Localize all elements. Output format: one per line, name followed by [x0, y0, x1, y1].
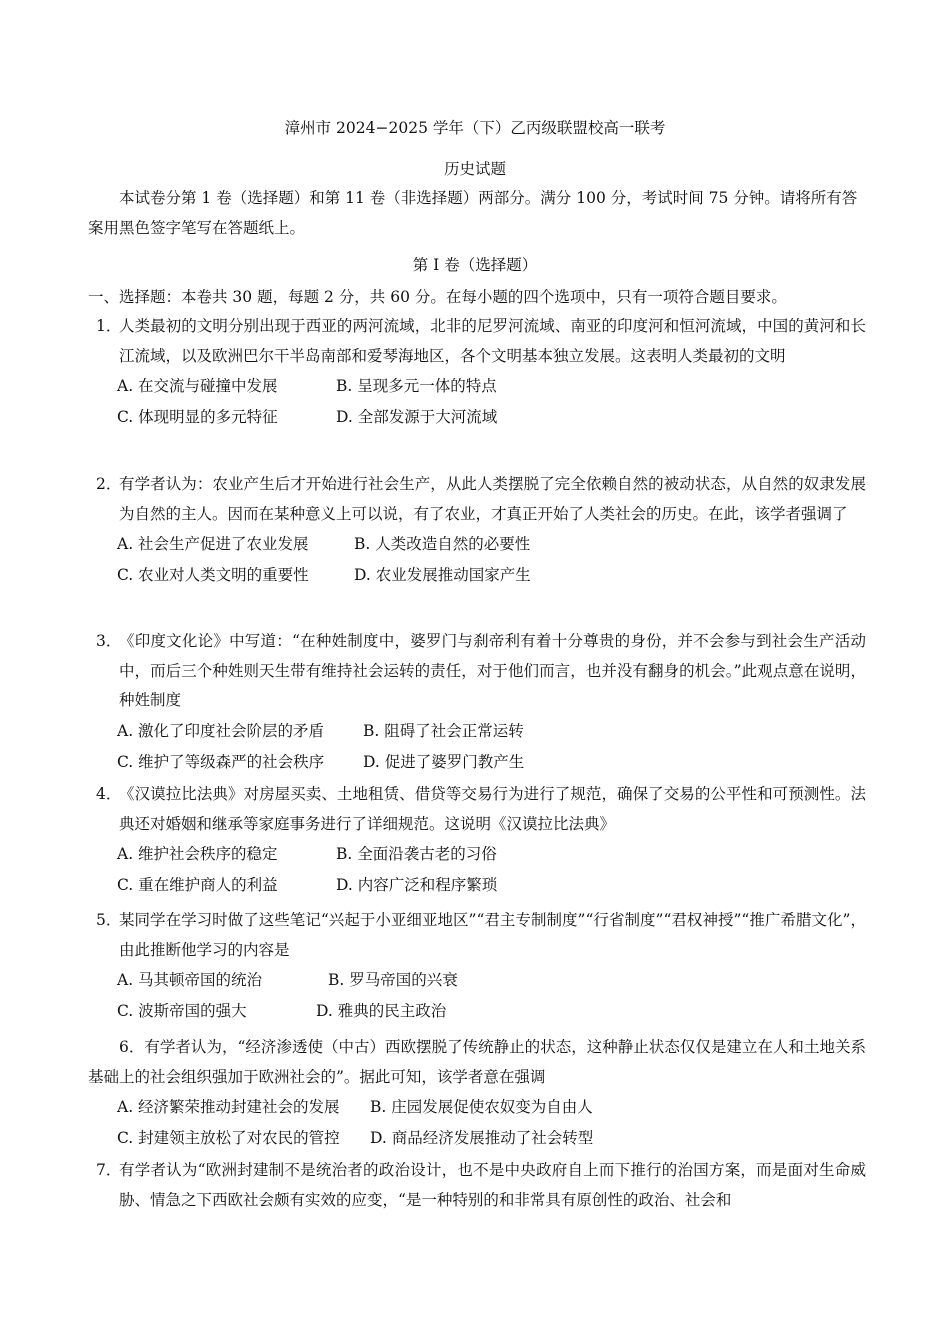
question-7: [88, 1156, 866, 1215]
question-5: [88, 906, 866, 1027]
option-d[interactable]: D. 农业发展推动国家产生: [354, 566, 531, 584]
question-text: 《汉谟拉比法典》对房屋买卖、土地租赁、借贷等交易行为进行了规范，确保了交易的公平性和可预测性。法典还对婚姻和继承等家庭事务进行了详细规范。这说明《汉谟拉比法典》: [119, 785, 866, 833]
option-a[interactable]: A. 经济繁荣推动封建社会的发展: [117, 1098, 340, 1116]
section-heading: 一、选择题：本卷共 30 题，每题 2 分，共 60 分。在每小题的四个选项中，只有一项符合题目要求。: [88, 288, 787, 306]
question-text: 6．有学者认为，“经济渗透使（中古）西欧摆脱了传统静止的状态，这种静止状态仅仅是建立在人和土地关系基础上的社会组织强加于欧洲社会的”。据此可知，该学者意在强调: [88, 1038, 866, 1086]
question-1: [88, 312, 866, 433]
option-d[interactable]: D. 促进了婆罗门教产生: [363, 752, 525, 771]
question-number: 7．: [96, 1161, 122, 1179]
option-c[interactable]: C. 波斯帝国的强大: [117, 1002, 247, 1020]
question-text: 有学者认为：农业产生后才开始进行社会生产，从此人类摆脱了完全依赖自然的被动状态，从自然的奴隶发展为自然的主人。因而在某种意义上可以说，有了农业，才真正开始了人类社会的历史。在此，该学者强调了: [119, 475, 866, 523]
question-6: [88, 1033, 866, 1154]
question-3: [88, 627, 866, 778]
question-stem: [88, 780, 866, 839]
question-text: 某同学在学习时做了这些笔记“兴起于小亚细亚地区”“君主专制制度”“行省制度”“君权神授”“推广希腊文化”，由此推断他学习的内容是: [119, 911, 866, 959]
question-2: [88, 470, 866, 591]
subject-title: 历史试题: [443, 160, 506, 178]
question-text: 人类最初的文明分别出现于西亚的两河流域，北非的尼罗河流域、南亚的印度河和恒河流域，中国的黄河和长江流域，以及欧洲巴尔干半岛南部和爱琴海地区，各个文明基本独立发展。这表明人类最初的文明: [119, 317, 866, 365]
option-d[interactable]: D. 雅典的民主政治: [316, 1002, 447, 1020]
option-c[interactable]: C. 维护了等级森严的社会秩序: [117, 752, 325, 771]
option-a[interactable]: A. 激化了印度社会阶层的矛盾: [117, 721, 325, 740]
option-a[interactable]: A. 在交流与碰撞中发展: [117, 377, 278, 395]
options: [117, 1092, 866, 1154]
option-b[interactable]: B. 人类改造自然的必要性: [354, 535, 531, 553]
option-d[interactable]: D. 内容广泛和程序繁琐: [336, 876, 498, 894]
options: [117, 371, 866, 433]
option-d[interactable]: D. 全部发源于大河流域: [336, 408, 498, 426]
option-b[interactable]: B. 罗马帝国的兴衰: [328, 971, 458, 989]
question-text: 《印度文化论》中写道：“在种姓制度中，婆罗门与刹帝利有着十分尊贵的身份，并不会参与到社会生产活动中，而后三个种姓则天生带有维持社会运转的责任，对于他们而言，也并没有翻身的机会。”此观点意在说明，种姓制度: [119, 632, 866, 709]
option-b[interactable]: B. 呈现多元一体的特点: [336, 377, 497, 395]
exam-instructions: 本试卷分第 1 卷（选择题）和第 11 卷（非选择题）两部分。满分 100 分，考试时间 75 分钟。请将所有答案用黑色签字笔写在答题纸上。: [88, 189, 858, 237]
question-stem: [88, 470, 866, 529]
options: [117, 839, 866, 901]
question-stem: [88, 627, 866, 716]
question-4: [88, 780, 866, 901]
question-stem: [88, 312, 866, 371]
question-number: 4．: [96, 785, 122, 803]
question-stem: [88, 1156, 866, 1215]
option-b[interactable]: B. 阻碍了社会正常运转: [363, 721, 524, 740]
option-a[interactable]: A. 维护社会秩序的稳定: [117, 845, 278, 863]
options: [117, 529, 866, 591]
part-heading: 第 I 卷（选择题）: [412, 256, 538, 274]
option-a[interactable]: A. 马其顿帝国的统治: [117, 971, 263, 989]
question-number: 3．: [96, 632, 122, 650]
question-number: 2．: [96, 475, 122, 493]
option-b[interactable]: B. 庄园发展促使农奴变为自由人: [370, 1098, 593, 1116]
option-d[interactable]: D. 商品经济发展推动了社会转型: [370, 1129, 594, 1147]
option-c[interactable]: C. 重在维护商人的利益: [117, 876, 278, 894]
options: [117, 716, 866, 778]
question-stem: [88, 906, 866, 965]
exam-title: 漳州市 2024−2025 学年（下）乙丙级联盟校高一联考: [284, 119, 666, 137]
option-a[interactable]: A. 社会生产促进了农业发展: [117, 535, 309, 553]
question-number: 5．: [96, 911, 122, 929]
option-b[interactable]: B. 全面沿袭古老的习俗: [336, 845, 497, 863]
option-c[interactable]: C. 农业对人类文明的重要性: [117, 566, 309, 584]
question-number: 1．: [96, 317, 122, 335]
question-text: 有学者认为“欧洲封建制不是统治者的政治设计，也不是中央政府自上而下推行的治国方案，而是面对生命威胁、情急之下西欧社会颇有实效的应变，“是一种特别的和非常具有原创性的政治、社会和: [119, 1161, 866, 1209]
options: [117, 965, 866, 1027]
question-stem: [88, 1033, 866, 1092]
option-c[interactable]: C. 封建领主放松了对农民的管控: [117, 1129, 340, 1147]
option-c[interactable]: C. 体现明显的多元特征: [117, 408, 278, 426]
